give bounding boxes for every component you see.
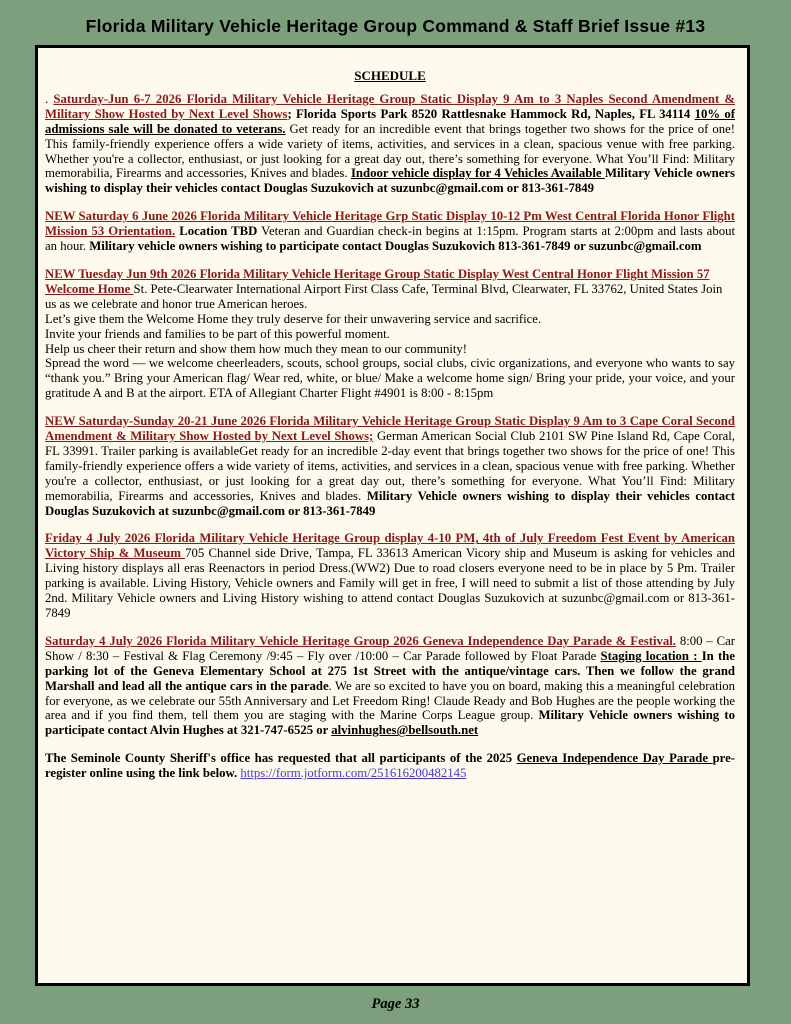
schedule-panel <box>35 45 750 986</box>
event-freedom-fest <box>45 531 735 620</box>
event-location: Florida Sports Park 8520 Rattlesnake Hammock Rd, Naples, FL 34114 <box>291 106 695 121</box>
event-description: St. Pete-Clearwater International Airport First Class Cafe, Terminal Blvd, Clearwater, FL 33762, United States Join us as we celebrate and honor true American heroes. <box>45 281 723 311</box>
event-description: Veteran and Guardian check-in begins at 1:15pm. Program starts at 2:00pm and lasts about an hour. <box>45 224 736 254</box>
event-contact: Military Vehicle owners wishing to display their vehicles contact Douglas Suzukovich at suzunbc@gmail.com or 813-361-7849 <box>45 166 735 196</box>
event-description: German American Social Club 2101 SW Pine Island Rd, Cape Coral, FL 33991. Trailer parking is availableGet ready for an incredible 2-day event that brings together two shows for the price of one! This family-friendly experience offers a wide variety of items, activities, and services in a clean, spacious venue with free parking. Whether you're a collector, enthusiast, or just looking for a great day out, there’s something for everyone. What You’ll Find: Military memorabilia, Firearms and accessories, Knives and blades. <box>45 429 735 503</box>
event-line: Help us cheer their return and show them how much they mean to our community! <box>45 341 468 356</box>
schedule-title: SCHEDULE <box>354 68 426 83</box>
event-title: NEW Saturday 6 June 2026 Florida Military Vehicle Heritage Grp Static Display 10-12 Pm West Central Florida Honor Flight Mission 53 Orientation. <box>45 209 735 239</box>
event-description: 8:00 – Car Show / 8:30 – Festival & Flag Ceremony /9:45 – Fly over /10:00 – Car Parade followed by Float Parade <box>45 633 735 663</box>
event-naples-show <box>45 92 735 196</box>
event-description: Get ready for an incredible event that brings together two shows for the price of one! This family-friendly experience offers a wide variety of items, activities, and services in a clean, spacious venue with free parking. Whether you're a collector, enthusiast, or just looking for a great day out, there’s something for everyone. What You’ll Find: Military memorabilia, Firearms and accessories, Knives and blades. <box>45 121 735 181</box>
event-title: NEW Tuesday Jun 9th 2026 Florida Military Vehicle Heritage Group Static Display West Central Honor Flight Mission 57 Welcome Home <box>45 266 710 296</box>
registration-link[interactable]: https://form.jotform.com/251616200482145 <box>240 766 467 781</box>
event-honor-flight-orientation <box>45 209 735 254</box>
event-title: Saturday 4 July 2026 Florida Military Vehicle Heritage Group 2026 Geneva Independence Day Parade & Festival. <box>45 633 676 648</box>
event-geneva-parade <box>45 634 735 738</box>
note-text-2: pre-register online using the link below. <box>45 751 735 781</box>
event-title: Saturday-Jun 6-7 2026 Florida Military Vehicle Heritage Group Static Display 9 Am to 3 Naples Second Amendment & Military Show Hosted by Next Level Shows <box>45 91 736 121</box>
page-number: Page 33 <box>371 996 420 1012</box>
event-description: 705 Channel side Drive, Tampa, FL 33613 American Vicory ship and Museum is asking for vehicles and Living history displays all eras Reenactors in period Dress.(WW2) Due to road closers everyone need to be in place by 5 Pm. Trailer parking is available. Living History, Vehicle owners and Family will get in free, I will need to submit a list of those attending by July 2nd. Military Vehicle owners and Living History wishing to attend contact Douglas Suzukovich at suzunbc@gmail.com or 813-361-7849 <box>45 546 735 620</box>
note-text: The Seminole County Sheriff's office has requested that all participants of the 2025 <box>45 751 517 766</box>
event-title: NEW Saturday-Sunday 20-21 June 2026 Florida Military Vehicle Heritage Group Static Display 9 Am to 3 Cape Coral Second Amendment & Military Show Hosted by Next Level Shows; <box>45 414 735 444</box>
staging-label: Staging location : <box>600 648 702 663</box>
event-location: Location TBD <box>175 224 258 239</box>
event-dot: . <box>45 91 54 106</box>
event-contact: Military vehicle owners wishing to participate contact Douglas Suzukovich 813-361-7849 or suzunbc@gmail.com <box>89 239 702 254</box>
staging-location: In the parking lot of the Geneva Elementary School at 275 1st Street with the antique/vintage cars. Then we follow the grand Marshall and lead all the antique cars in the parade <box>45 648 735 693</box>
contact-email-link[interactable]: alvinhughes@bellsouth.net <box>331 723 479 738</box>
event-line: Spread the word — we welcome cheerleaders, scouts, school groups, social clubs, civic organizations, and everyone who wants to say “thank you.” Bring your American flag/ Wear red, white, or blue/ Make a welcome home sign/ Bring your pride, your voice, and your gratitude A and B at the airport. ETA of Allegiant Charter Flight #4901 is 8:00 - 8:15pm <box>45 356 735 401</box>
event-contact: Military Vehicle owners wishing to display their vehicles contact Douglas Suzukovich at suzunbc@gmail.com or 813-361-7849 <box>45 488 735 518</box>
event-line: Let’s give them the Welcome Home they truly deserve for their unwavering service and sacrifice. <box>45 311 542 326</box>
sheriff-registration-note <box>45 751 735 781</box>
event-description-2: . We are so excited to have you on board, making this a meaningful celebration for everyone, as we celebrate our 55th Anniversary and Let Freedom Ring! Claude Ready and Bob Hughes are the people working the area and if you find them, tell them you are staging with the Marine Corps League group. <box>45 678 735 723</box>
parade-name: Geneva Independence Day Parade <box>516 751 713 766</box>
indoor-display-note: Indoor vehicle display for 4 Vehicles Available <box>350 166 605 181</box>
event-line: Invite your friends and families to be part of this powerful moment. <box>45 326 390 341</box>
event-title: Friday 4 July 2026 Florida Military Vehicle Heritage Group display 4-10 PM, 4th of July Freedom Fest Event by American Victory Ship & Museum <box>45 531 735 561</box>
newsletter-header: Florida Military Vehicle Heritage Group Command & Staff Brief Issue #13 <box>85 16 706 36</box>
event-semicolon: ; <box>287 106 292 121</box>
donation-note: 10% of admissions sale will be donated to veterans. <box>45 106 736 136</box>
event-contact: Military Vehicle owners wishing to participate contact Alvin Hughes at 321-747-6525 or <box>45 708 735 738</box>
event-cape-coral-show <box>45 414 735 518</box>
event-welcome-home <box>45 267 735 401</box>
